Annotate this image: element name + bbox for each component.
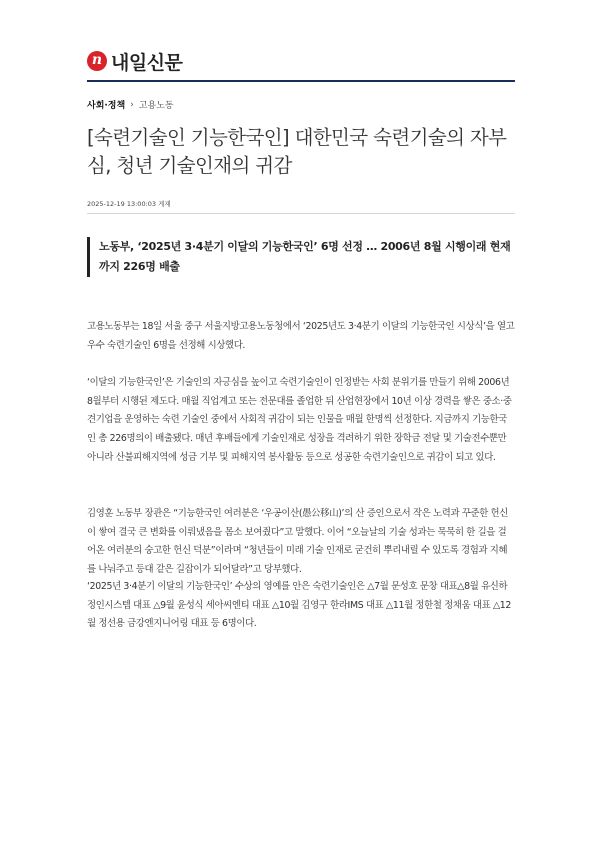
breadcrumb-subsection-link[interactable]: 고용노동 (138, 101, 174, 111)
title-divider (87, 213, 515, 214)
article-paragraph-3: 김영훈 노동부 장관은 “기능한국인 여러분은 ‘우공이산(愚公移山)’의 산 증인으로서 작은 노력과 꾸준한 헌신이 쌓여 결국 큰 변화를 이뤄냈음을 몸소 보여줬다”고 말했다. 이어 “오늘날의 기술 성과는 묵묵히 한 길을 걸어온 여러분의 숭고한 헌신 덕분”이라며 “청년들이 미래 기술 인재로 굳건히 뿌리내릴 수 있도록 경험과 지혜를 나눠주고 등대 같은 길잡이가 되어달라”고 당부했다. (87, 508, 508, 576)
chevron-right-icon: › (130, 99, 134, 110)
logo-mark-icon: n (87, 51, 107, 71)
article-subtitle: 노동부, ‘2025년 3·4분기 이달의 기능한국인’ 6명 선정 … 2006년 8월 시행이래 현재까지 226명 배출 (87, 237, 515, 277)
article-paragraph-1: 고용노동부는 18일 서울 중구 서울지방고용노동청에서 ‘2025년도 3·4분기 이달의 기능한국인 시상식’을 열고 우수 숙련기술인 6명을 선정해 시상했다. (87, 321, 515, 351)
article-paragraph-4: ‘2025년 3·4분기 이달의 기능한국인’ 수상의 영예를 안은 숙련기술인은 △7월 문성호 문창 대표△8월 유신하 정인시스템 대표 △9월 윤성식 세아씨엔티 대표 △10월 김영구 한라IMS 대표 △11월 정한철 정채움 대표 △12월 정선용 금강엔지니어링 대표 등 6명이다. (87, 581, 512, 630)
header-divider (87, 80, 515, 82)
site-logo[interactable] (87, 48, 182, 74)
article-dateline: 2025-12-19 13:00:03 게재 (87, 200, 171, 208)
site-name: 내일신문 (111, 51, 183, 74)
article-title: [숙련기술인 기능한국인] 대한민국 숙련기술의 자부심, 청년 기술인재의 귀감 (87, 126, 507, 177)
breadcrumb-section-link[interactable]: 사회·정책 (87, 101, 126, 111)
breadcrumb (87, 98, 174, 111)
article-paragraph-2: ‘이달의 기능한국인’은 기술인의 자긍심을 높이고 숙련기술인이 인정받는 사회 분위기를 만들기 위해 2006년 8월부터 시행된 제도다. 매월 직업계고 또는 전문대를 졸업한 뒤 산업현장에서 10년 이상 경력을 쌓은 중소·중견기업을 운영하는 숙련 기술인 중에서 사회적 귀감이 되는 인물을 매월 한명씩 선정한다. 지금까지 기능한국인 총 226명의이 배출됐다. 매년 후배들에게 기술인재로 성장을 격려하기 위한 장학금 전달 및 기술전수뿐만 아니라 산불피해지역에 성금 기부 및 피해지역 봉사활동 등으로 성공한 숙련기술인으로 귀감이 되고 있다. (87, 377, 512, 463)
